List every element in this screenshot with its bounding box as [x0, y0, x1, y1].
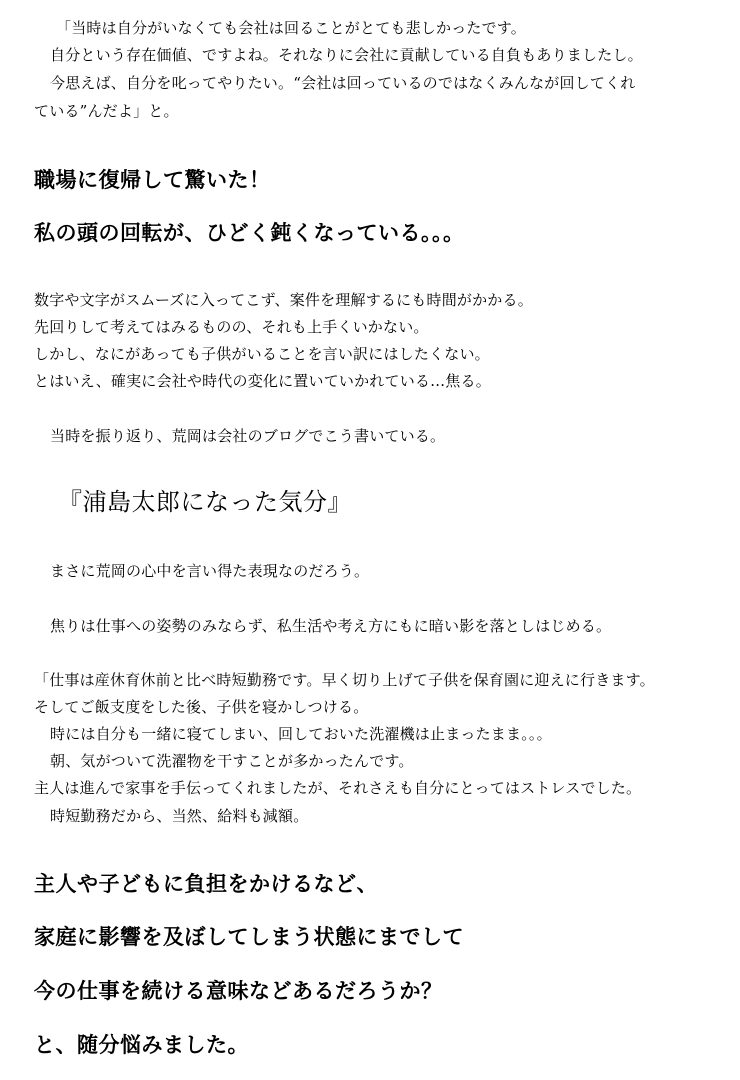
intro-line-3: 今思えば、自分を叱ってやりたい。“会社は回っているのではなくみんなが回してくれ	[50, 74, 636, 92]
para2-line-2: 先回りして考えてはみるものの、それも上手くいかない。	[34, 318, 429, 336]
para6-line-4: 朝、気がついて洗濯物を干すことが多かったんです。	[50, 752, 414, 770]
para2-line-4: とはいえ、確実に会社や時代の変化に置いていかれている…焦る。	[34, 372, 491, 390]
intro-line-2: 自分という存在価値、ですよね。それなりに会社に貢献している自負もありましたし。	[50, 46, 643, 64]
para2-line-3: しかし、なにがあっても子供がいることを言い訳にはしたくない。	[34, 345, 490, 363]
intro-line-1: 「当時は自分がいなくても会社は回ることがとても悲しかったです。	[56, 19, 527, 37]
para6-line-3: 時には自分も一緒に寝てしまい、回しておいた洗濯機は止まったまま。。。	[50, 725, 552, 743]
para2-line-1: 数字や文字がスムーズに入ってこず、案件を理解するにも時間がかかる。	[34, 291, 533, 309]
para6-line-6: 時短勤務だから、当然、給料も減額。	[50, 807, 309, 825]
para6-line-1: 「仕事は産休育休前と比べ時短勤務です。早く切り上げて子供を保育園に迎えに行きます。	[34, 671, 655, 689]
quote-title: 『浦島太郎になった気分』	[58, 488, 352, 516]
intro-line-4: ている”んだよ」と。	[34, 102, 179, 120]
para6-line-2: そしてご飯支度をした後、子供を寝かしつける。	[34, 698, 369, 716]
heading2-line-2: 家庭に影響を及ぼしてしまう状態にまでして	[34, 925, 464, 949]
heading2-line-1: 主人や子どもに負担をかけるなど、	[34, 872, 378, 896]
heading-return-to-work: 職場に復帰して驚いた！	[34, 168, 271, 192]
heading2-line-3: 今の仕事を続ける意味などあるだろうか？	[34, 979, 443, 1003]
para6-line-5: 主人は進んで家事を手伝ってくれましたが、それさえも自分にとってはストレスでした。	[34, 779, 642, 797]
heading2-line-4: と、随分悩みました。	[34, 1033, 249, 1057]
heading-slow-mind: 私の頭の回転が、ひどく鈍くなっている。。。	[34, 221, 465, 245]
para5-line-1: 焦りは仕事への姿勢のみならず、私生活や考え方にもに暗い影を落としはじめる。	[50, 617, 612, 635]
para3-line-1: 当時を振り返り、荒岡は会社のブログでこう書いている。	[50, 427, 446, 445]
para4-line-1: まさに荒岡の心中を言い得た表現なのだろう。	[50, 562, 370, 580]
